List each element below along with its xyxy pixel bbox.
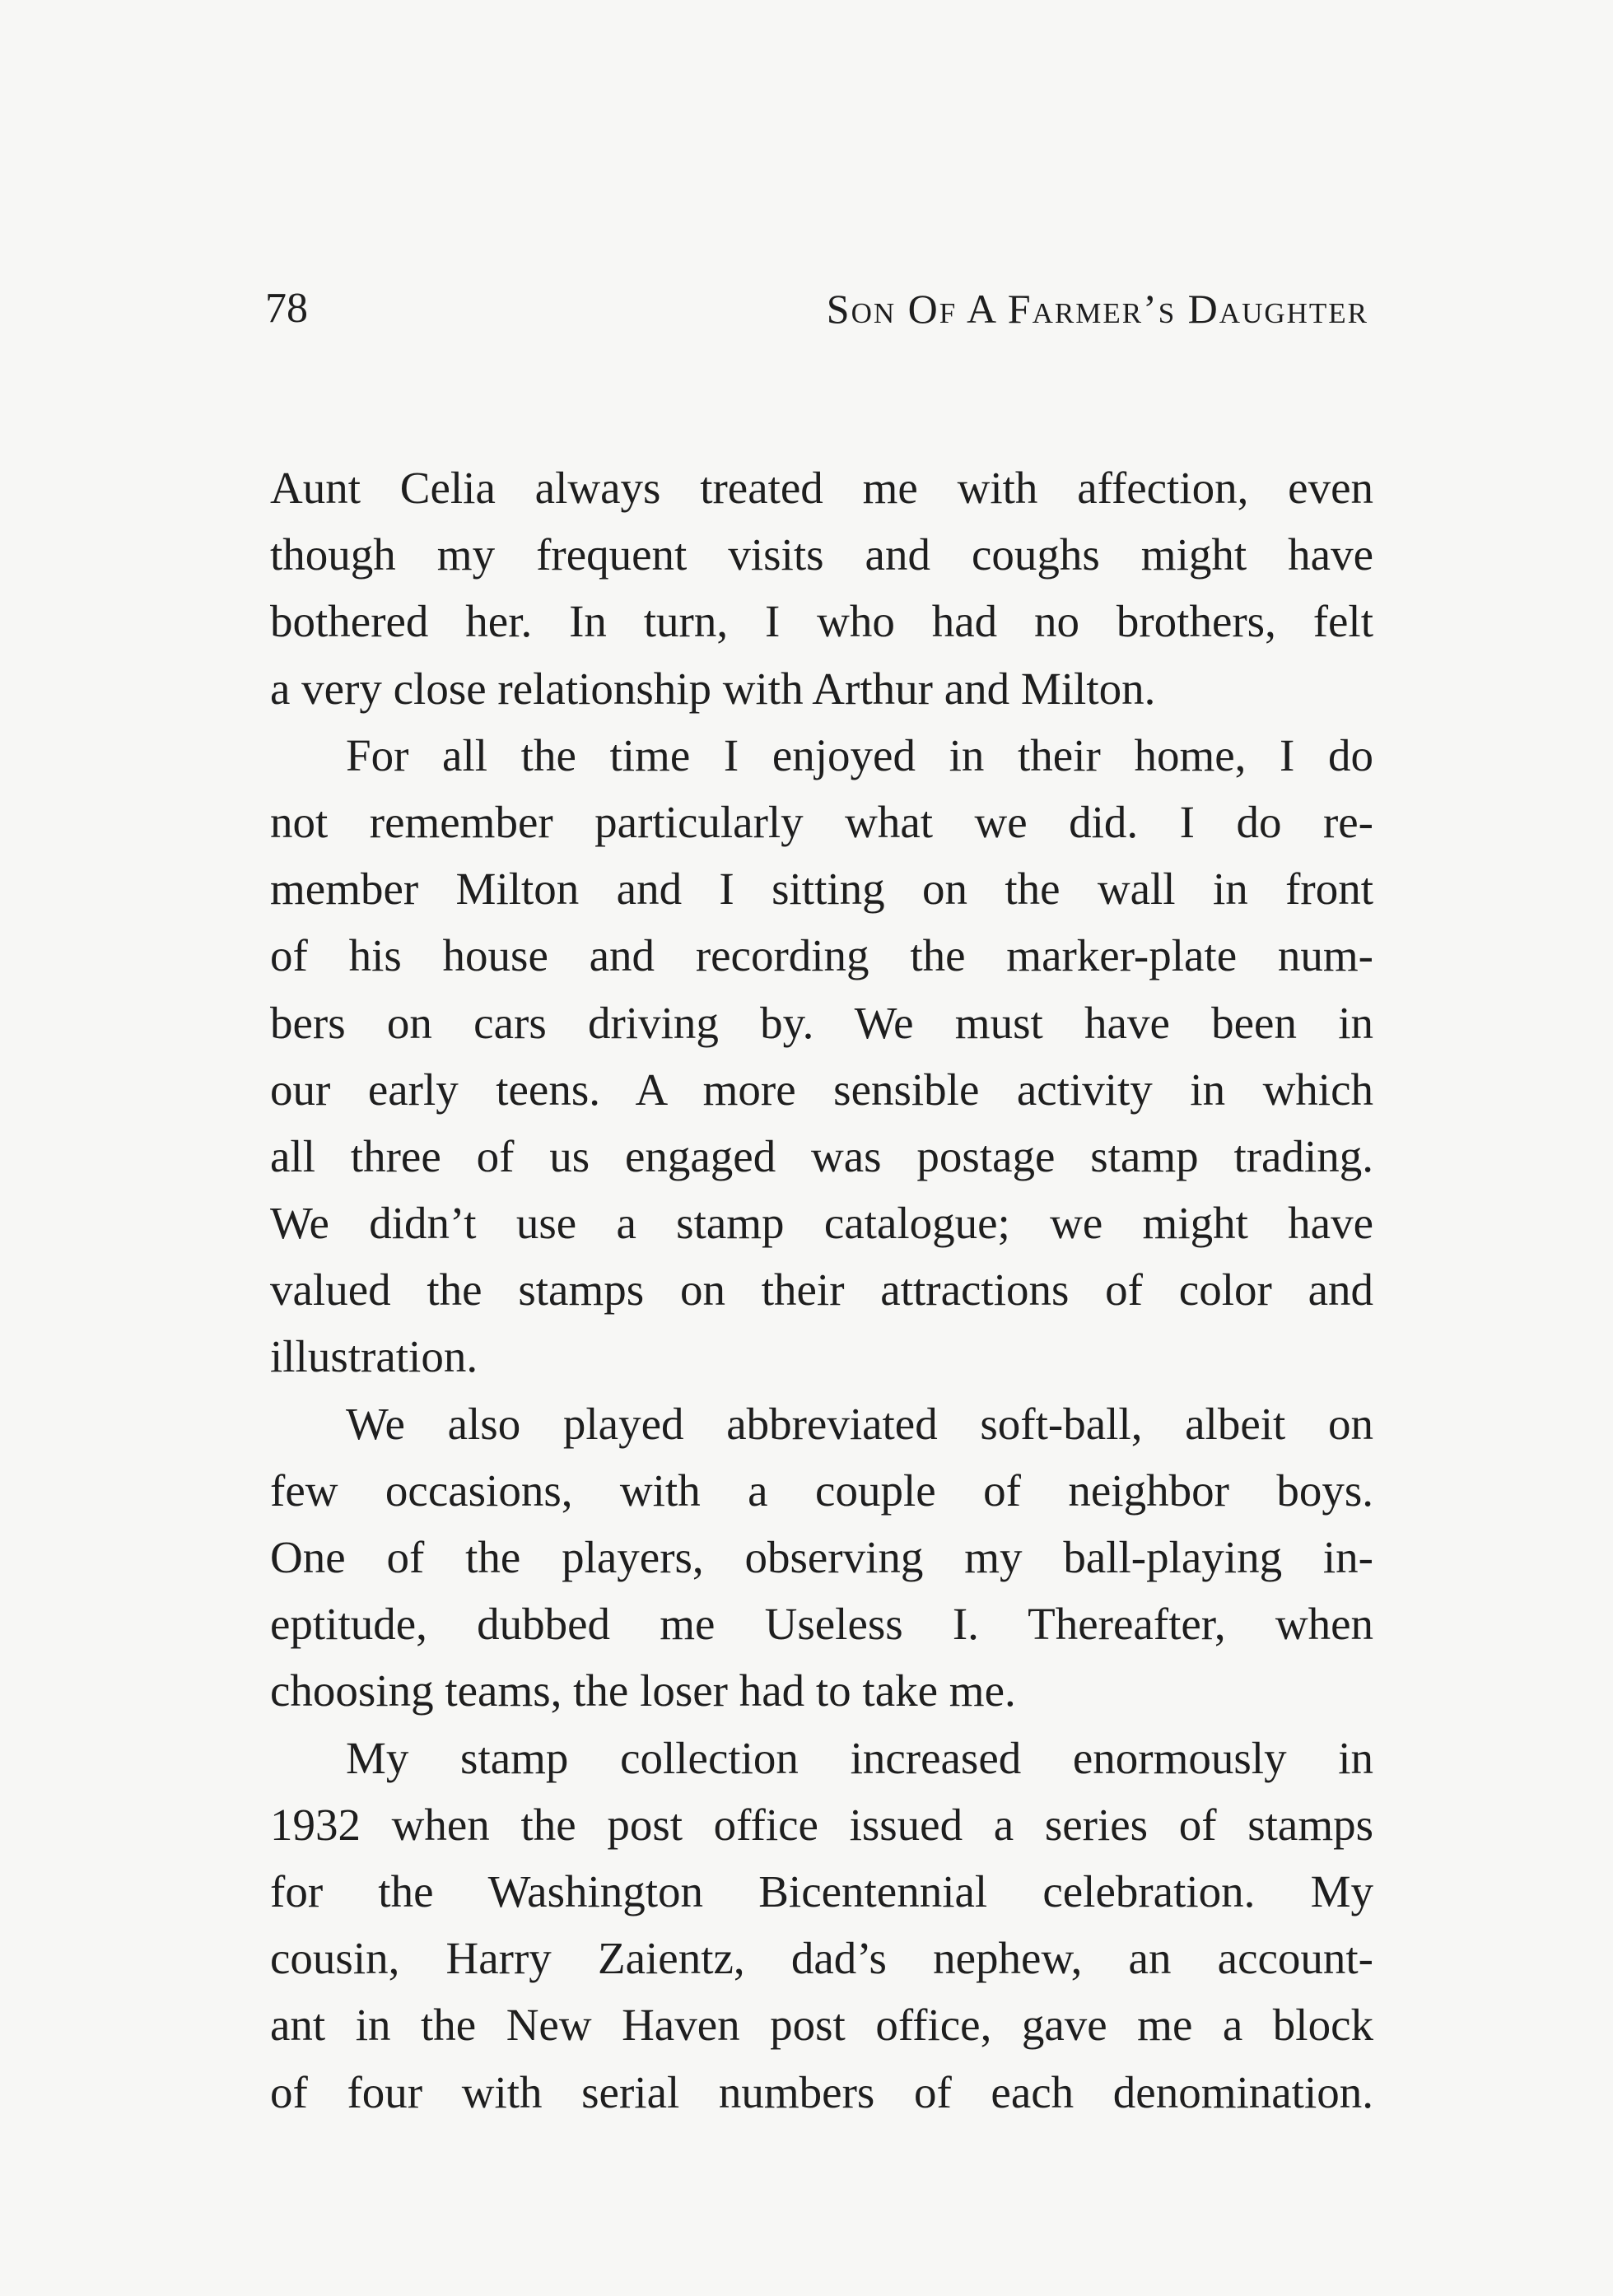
text-line: cousin, Harry Zaientz, dad’s nephew, an account-: [270, 1933, 1373, 1984]
text-line: of four with serial numbers of each denomination.: [270, 2066, 1373, 2117]
text-line: of his house and recording the marker-plate num-: [270, 930, 1373, 981]
text-line: all three of us engaged was postage stamp trading.: [270, 1130, 1373, 1181]
text-line: ant in the New Haven post office, gave me a block: [270, 2000, 1373, 2051]
body-text: [270, 454, 1373, 2126]
text-line: 1932 when the post office issued a series of stamps: [270, 1799, 1373, 1850]
text-line: choosing teams, the loser had to take me.: [270, 1665, 1016, 1716]
text-line: few occasions, with a couple of neighbor boys.: [270, 1465, 1373, 1516]
text-line: My stamp collection increased enormously in: [346, 1732, 1373, 1783]
text-line: bers on cars driving by. We must have been in: [270, 997, 1373, 1048]
text-line: valued the stamps on their attractions of color and: [270, 1264, 1373, 1316]
text-line: not remember particularly what we did. I do re-: [270, 796, 1373, 847]
text-line: our early teens. A more sensible activity in which: [270, 1064, 1373, 1115]
text-line: a very close relationship with Arthur and Milton.: [270, 663, 1156, 714]
text-line: illustration.: [270, 1331, 478, 1382]
running-head: Son Of A Farmer’s Daughter: [826, 286, 1368, 332]
text-line: though my frequent visits and coughs might have: [270, 529, 1373, 580]
text-line: member Milton and I sitting on the wall in front: [270, 864, 1373, 915]
text-line: We also played abbreviated soft-ball, albeit on: [346, 1398, 1373, 1449]
text-line: eptitude, dubbed me Useless I. Thereafter, when: [270, 1599, 1373, 1650]
text-line: We didn’t use a stamp catalogue; we might have: [270, 1198, 1373, 1249]
page-header: [265, 276, 1368, 342]
text-line: Aunt Celia always treated me with affection, even: [270, 463, 1373, 513]
text-line: One of the players, observing my ball-playing in-: [270, 1532, 1373, 1582]
text-line: For all the time I enjoyed in their home, I do: [346, 729, 1373, 780]
text-line: bothered her. In turn, I who had no brothers, felt: [270, 596, 1373, 647]
text-line: for the Washington Bicentennial celebration. My: [270, 1865, 1373, 1916]
page-number: 78: [265, 285, 308, 332]
